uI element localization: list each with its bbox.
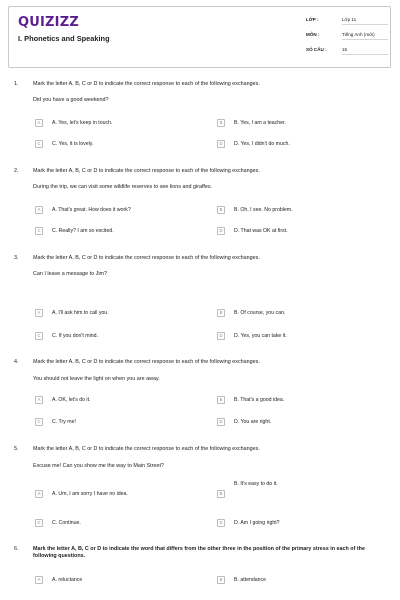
option-text: B. Of course, you can. bbox=[234, 310, 286, 316]
option-letter-box: B bbox=[217, 396, 225, 404]
question-instruction: Mark the letter A, B, C or D to indicate the correct response to each of the following exchanges. bbox=[33, 255, 260, 261]
option-text: B. It's easy to do it. bbox=[234, 481, 278, 487]
option-text: C. Continue. bbox=[52, 520, 81, 526]
question-number: 2. bbox=[14, 168, 19, 174]
question-instruction: Mark the letter A, B, C or D to indicate the correct response to each of the following exchanges. bbox=[33, 359, 260, 365]
question-number: 1. bbox=[14, 81, 19, 87]
option-text: A. I'll ask him to call you. bbox=[52, 310, 109, 316]
option-text: A. reluctance bbox=[52, 577, 83, 583]
meta-subject-label: MÔN : bbox=[306, 32, 320, 37]
question-prompt: Excuse me! Can you show me the way to Main Street? bbox=[33, 463, 164, 469]
option-text: C. Really? I am so excited. bbox=[52, 228, 114, 234]
quizizz-logo: QUIZIZZ bbox=[18, 15, 79, 30]
meta-count-label: SỐ CÂU : bbox=[306, 47, 327, 52]
option-letter-box: C bbox=[35, 140, 43, 148]
meta-count-value: 15 bbox=[342, 47, 348, 52]
option-text: B. attendance bbox=[234, 577, 267, 583]
question-number: 6. bbox=[14, 546, 19, 552]
option-text: B. Yes, I am a teacher. bbox=[234, 120, 286, 126]
option-letter-box: D bbox=[217, 519, 225, 527]
option-letter-box: D bbox=[217, 227, 225, 235]
question-prompt: Can I leave a message to Jim? bbox=[33, 271, 108, 277]
option-letter-box: C bbox=[35, 519, 43, 527]
question-prompt: During the trip, we can visit some wildlife reserves to see lions and giraffes. bbox=[33, 184, 213, 190]
option-text: B. That's a good idea. bbox=[234, 397, 285, 403]
option-text: D. That was OK at first. bbox=[234, 228, 288, 234]
question-number: 4. bbox=[14, 359, 19, 365]
option-text: C. If you don't mind. bbox=[52, 333, 98, 339]
option-text: C. Yes, it is lovely. bbox=[52, 141, 94, 147]
option-letter-box: A bbox=[35, 206, 43, 214]
question-instruction: Mark the letter A, B, C or D to indicate the word that differs from the other three in the position of the primary stress in each of the following questions. bbox=[33, 546, 365, 560]
meta-count-underline bbox=[342, 54, 388, 55]
question-prompt: You should not leave the light on when you are away. bbox=[33, 376, 160, 382]
option-letter-box: D bbox=[217, 418, 225, 426]
option-letter-box: A bbox=[35, 576, 43, 584]
option-letter-box: A bbox=[35, 396, 43, 404]
option-text: A. That's great. How does it work? bbox=[52, 207, 131, 213]
question-instruction: Mark the letter A, B, C or D to indicate the correct response to each of the following exchanges. bbox=[33, 81, 260, 87]
meta-subject-value: Tiếng Anh (mới) bbox=[342, 32, 375, 37]
option-letter-box: B bbox=[217, 490, 225, 498]
option-text: D. You are right. bbox=[234, 419, 272, 425]
option-letter-box: D bbox=[217, 140, 225, 148]
option-letter-box: B bbox=[217, 206, 225, 214]
question-instruction: Mark the letter A, B, C or D to indicate the correct response to each of the following exchanges. bbox=[33, 168, 260, 174]
option-text: A. OK, let's do it. bbox=[52, 397, 91, 403]
option-text: A. Um, I am sorry I have no idea. bbox=[52, 491, 128, 497]
option-letter-box: A bbox=[35, 490, 43, 498]
worksheet-header bbox=[8, 6, 391, 68]
option-letter-box: B bbox=[217, 576, 225, 584]
question-number: 5. bbox=[14, 446, 19, 452]
question-number: 3. bbox=[14, 255, 19, 261]
meta-subject-underline bbox=[342, 39, 388, 40]
option-text: D. Yes, you can take it. bbox=[234, 333, 287, 339]
option-letter-box: C bbox=[35, 418, 43, 426]
option-text: C. Try me! bbox=[52, 419, 76, 425]
section-title: I. Phonetics and Speaking bbox=[18, 34, 110, 43]
meta-class-underline bbox=[342, 24, 388, 25]
question-instruction: Mark the letter A, B, C or D to indicate the correct response to each of the following exchanges. bbox=[33, 446, 260, 452]
option-letter-box: D bbox=[217, 332, 225, 340]
option-text: B. Oh, I see. No problem. bbox=[234, 207, 293, 213]
option-letter-box: B bbox=[217, 119, 225, 127]
option-letter-box: A bbox=[35, 119, 43, 127]
option-letter-box: B bbox=[217, 309, 225, 317]
option-letter-box: A bbox=[35, 309, 43, 317]
question-prompt: Did you have a good weekend? bbox=[33, 97, 109, 103]
option-text: D. Am I going right? bbox=[234, 520, 280, 526]
option-letter-box: C bbox=[35, 332, 43, 340]
option-letter-box: C bbox=[35, 227, 43, 235]
option-text: D. Yes, I didn't do much. bbox=[234, 141, 290, 147]
option-text: A. Yes, let's keep in touch. bbox=[52, 120, 113, 126]
meta-class-label: LỚP : bbox=[306, 17, 319, 22]
meta-class-value: Lớp 11 bbox=[342, 17, 357, 22]
